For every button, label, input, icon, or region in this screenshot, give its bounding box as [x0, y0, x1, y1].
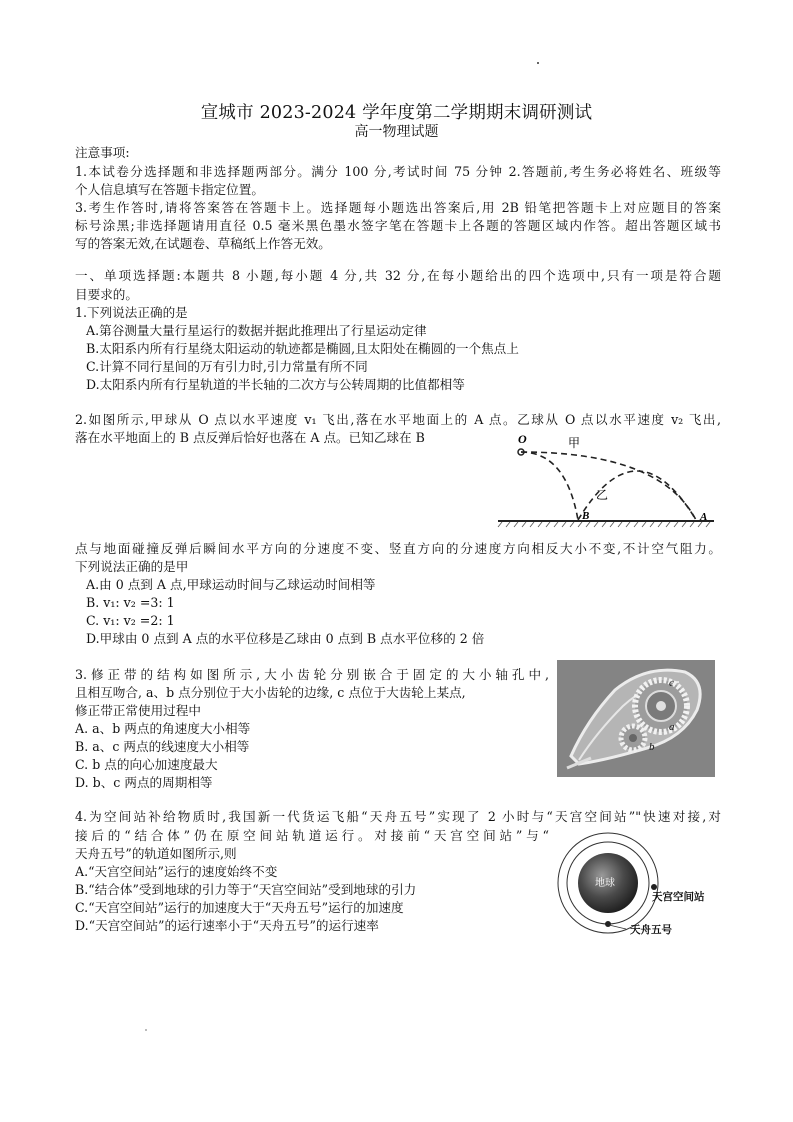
q2-stem-line: 2.如图所示,甲球从 O 点以水平速度 v₁ 飞出,落在水平地面上的 A 点。乙球从 O 点以水平速度 v₂ 飞出,: [75, 412, 721, 427]
q1-option-c: C.计算不同行星间的万有引力时,引力常量有所不同: [86, 359, 368, 374]
correction-tape-figure: [557, 660, 715, 777]
q3-stem-line: 修正带正常使用过程中: [75, 703, 201, 718]
trajectory-jia: [521, 452, 696, 520]
notice-line: 写的答案无效,在试题卷、草稿纸上作答无效。: [75, 236, 331, 251]
label-earth: 地球: [595, 878, 615, 889]
section-heading: 目要求的。: [75, 287, 138, 302]
label-ship: 天舟五号: [630, 924, 672, 936]
label-b: B: [582, 510, 590, 522]
q4-stem-line: 天舟五号”的轨道如图所示,则: [75, 846, 237, 861]
station-dot: [651, 884, 657, 890]
q3-option-a: A. a、b 两点的角速度大小相等: [75, 721, 251, 736]
q3-option-c: C. b 点的向心加速度最大: [75, 757, 218, 772]
ship-pointer: [609, 925, 626, 929]
q1-option-b: B.太阳系内所有行星绕太阳运动的轨迹都是椭圆,且太阳处在椭圆的一个焦点上: [86, 341, 519, 356]
ground-line: [498, 521, 714, 527]
label-b: b: [649, 741, 655, 753]
trajectory-yi-first: [521, 452, 578, 520]
q3-stem-line: 3.修正带的结构如图所示,大小齿轮分别嵌合于固定的大小轴孔中,: [75, 667, 549, 682]
label-jia: 甲: [568, 436, 581, 450]
q4-option-c: C.“天宫空间站”运行的加速度大于“天舟五号”运行的加速度: [75, 900, 404, 915]
q2-stem-line: 落在水平地面上的 B 点反弹后恰好也落在 A 点。已知乙球在 B: [75, 430, 425, 445]
q2-option-c: C. v₁: v₂ =2: 1: [86, 613, 175, 628]
q2-option-d: D.甲球由 0 点到 A 点的水平位移是乙球由 0 点到 B 点水平位移的 2 倍: [86, 631, 485, 646]
label-a: A: [700, 511, 708, 523]
q1-option-d: D.太阳系内所有行星轨道的半长轴的二次方与公转周期的比值都相等: [86, 377, 465, 392]
notice-line: 1.本试卷分选择题和非选择题两部分。满分 100 分,考试时间 75 分钟 2.答题前,考生务必将姓名、班级等: [75, 164, 721, 179]
large-gear: [635, 680, 687, 732]
label-a: a: [669, 721, 675, 733]
label-o: O: [518, 432, 527, 446]
label-yi: 乙: [596, 488, 609, 502]
orbit-figure: [552, 825, 717, 940]
label-station: 天宫空间站: [652, 891, 705, 903]
notice-heading: 注意事项:: [75, 145, 130, 160]
q3-stem-line: 且相互吻合, a、b 点分别位于大小齿轮的边缘, c 点位于大齿轮上某点,: [75, 685, 466, 700]
exam-title: 宣城市 2023-2024 学年度第二学期期末调研测试: [200, 103, 593, 123]
scan-speck: [537, 62, 539, 64]
q4-option-b: B.“结合体”受到地球的引力等于“天宫空间站”受到地球的引力: [75, 882, 417, 897]
q4-option-d: D.“天宫空间站”的运行速率小于“天舟五号”的运行速率: [75, 918, 379, 933]
section-heading: 一、单项选择题:本题共 8 小题,每小题 4 分,共 32 分,在每小题给出的四个选项中,只有一项是符合题: [75, 268, 721, 283]
notice-line: 个人信息填写在答题卡指定位置。: [75, 182, 264, 197]
q1-stem: 1.下列说法正确的是: [75, 305, 188, 320]
q3-option-d: D. b、c 两点的周期相等: [75, 775, 213, 790]
notice-line: 标号涂黑;非选择题请用直径 0.5 毫米黑色墨水签字笔在答题卡上各题的答题区域内作答。超出答题区域书: [75, 218, 721, 233]
ship-dot: [605, 921, 611, 927]
q2-option-a: A.由 0 点到 A 点,甲球运动时间与乙球运动时间相等: [86, 577, 376, 592]
notice-line: 3.考生作答时,请将答案答在答题卡上。选择题每小题选出答案后,用 2B 铅笔把答题卡上对应题目的答案: [75, 200, 721, 215]
q4-stem-line: 4.为空间站补给物质时,我国新一代货运飞船“天舟五号”实现了 2 小时与“天宫空间站”"快速对接,对: [75, 809, 721, 824]
scan-speck: [145, 1029, 147, 1031]
q3-option-b: B. a、c 两点的线速度大小相等: [75, 739, 250, 754]
q2-stem-line: 点与地面碰撞反弹后瞬间水平方向的分速度不变、竖直方向的分速度方向相反大小不变,不计空气阻力。: [75, 541, 721, 556]
exam-subtitle: 高一物理试题: [354, 124, 439, 140]
label-c: c: [669, 677, 674, 689]
small-gear: [621, 726, 645, 750]
q4-option-a: A.“天宫空间站”运行的速度始终不变: [75, 864, 278, 879]
q2-option-b: B. v₁: v₂ =3: 1: [86, 595, 175, 610]
q2-stem-line: 下列说法正确的是甲: [75, 559, 189, 574]
projectile-figure: [496, 427, 718, 532]
q1-option-a: A.第谷测量大量行星运行的数据并据此推理出了行星运动定律: [86, 323, 427, 338]
q4-stem-line: 接后的“结合体”仍在原空间站轨道运行。对接前“天宫空间站”与“: [75, 828, 549, 843]
